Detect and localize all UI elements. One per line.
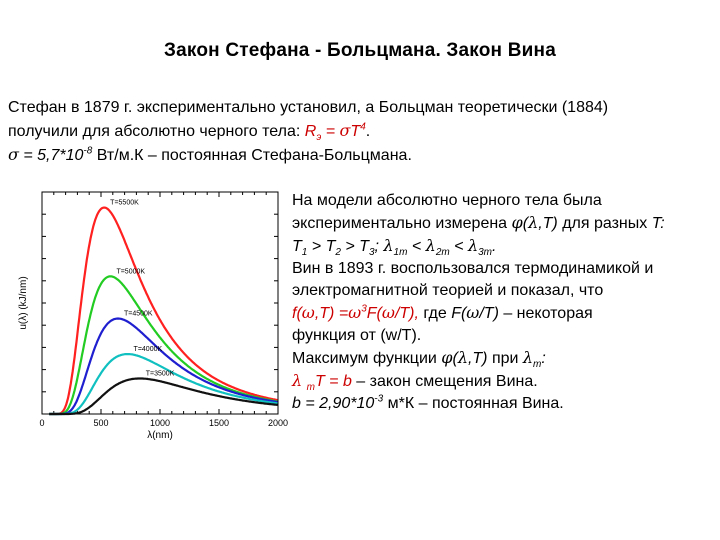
series-label: T=4500K — [123, 310, 153, 318]
right-line-2 — [292, 212, 716, 235]
wien-formula: $f(\omega,T) =\omega^3F(\omega/T)$, — [292, 303, 419, 322]
right-line-4: Вин в 1893 г. воспользовался термодинамикой и — [292, 260, 654, 277]
wien-constant-desc: м*К – постоянная Вина. — [383, 395, 564, 412]
slide-title: Закон Стефана - Больцмана. Закон Вина — [164, 40, 556, 61]
intro-line-2-end: . — [365, 123, 371, 140]
x-tick-label: 2000 — [267, 418, 289, 428]
intro-line-1: Стефан в 1879 г. экспериментально установил, а Больцман теоретически (1884) — [8, 99, 609, 116]
t-var: T: — [651, 215, 665, 232]
right-line-5: электромагнитной теорией и показал, что — [292, 282, 604, 299]
x-tick-label: 0 — [39, 418, 45, 428]
series-label: T=5500K — [110, 199, 139, 207]
lambda-m: $\lambda_m$: — [522, 348, 546, 371]
sigma-value: $\sigma = 5,7*10^{-8}$ — [8, 145, 93, 164]
x-tick-label: 1000 — [149, 418, 171, 428]
right-line-3: $T_1 > T_2 > T_3$; $\lambda_{1m} < \lambda_{2m} < \lambda_{3m}$. — [292, 236, 497, 259]
right-line-1: На модели абсолютно черного тела была — [292, 192, 602, 209]
chart-curves — [49, 208, 277, 414]
right-line-2-text: экспериментально измерена — [292, 215, 512, 232]
y-axis-label: u(λ) (kJ/nm) — [18, 276, 29, 330]
x-tick-label: 1500 — [208, 418, 230, 428]
right-line-6-end: – некоторая — [498, 305, 593, 322]
right-line-7: функция от (w/T). — [292, 327, 422, 344]
right-line-6-mid: где — [418, 305, 452, 322]
right-line-8-text: Максимум функции — [292, 350, 442, 367]
series-label: T=4000K — [133, 346, 163, 354]
x-axis-label: λ(nm) — [147, 430, 173, 440]
right-line-2-mid: для разных — [557, 215, 652, 232]
intro-text — [8, 96, 712, 167]
intro-line-2-text: получили для абсолютно черного тела: — [8, 123, 305, 140]
right-text — [292, 190, 716, 415]
stefan-formula: $R_э = \sigma T^4$ — [304, 121, 366, 144]
phi-func: φ(λ,T) — [511, 213, 558, 232]
wien-constant: $b = 2,90*10^{-3}$ — [292, 393, 384, 412]
intro-line-2 — [8, 119, 712, 143]
wien-displacement-desc: – закон смещения Вина. — [351, 373, 538, 390]
f-func: F(ω/T) — [451, 303, 499, 322]
right-line-6 — [292, 302, 716, 325]
sigma-description: Вт/м.К – постоянная Стефана-Больцмана. — [92, 147, 412, 164]
right-line-8-mid: при — [487, 350, 523, 367]
series-line — [49, 276, 277, 414]
wien-displacement: λ $_m$T = b — [292, 371, 352, 394]
intro-line-3 — [8, 143, 712, 167]
series-label: T=5000K — [116, 268, 146, 276]
phi-func-2: φ(λ,T) — [441, 348, 488, 367]
right-line-9 — [292, 370, 716, 393]
x-tick-label: 500 — [93, 418, 109, 428]
chart-labels — [18, 200, 175, 440]
right-line-8 — [292, 347, 716, 370]
series-label: T=3500K — [145, 370, 175, 378]
right-line-10 — [292, 393, 716, 415]
planck-chart — [0, 178, 290, 440]
